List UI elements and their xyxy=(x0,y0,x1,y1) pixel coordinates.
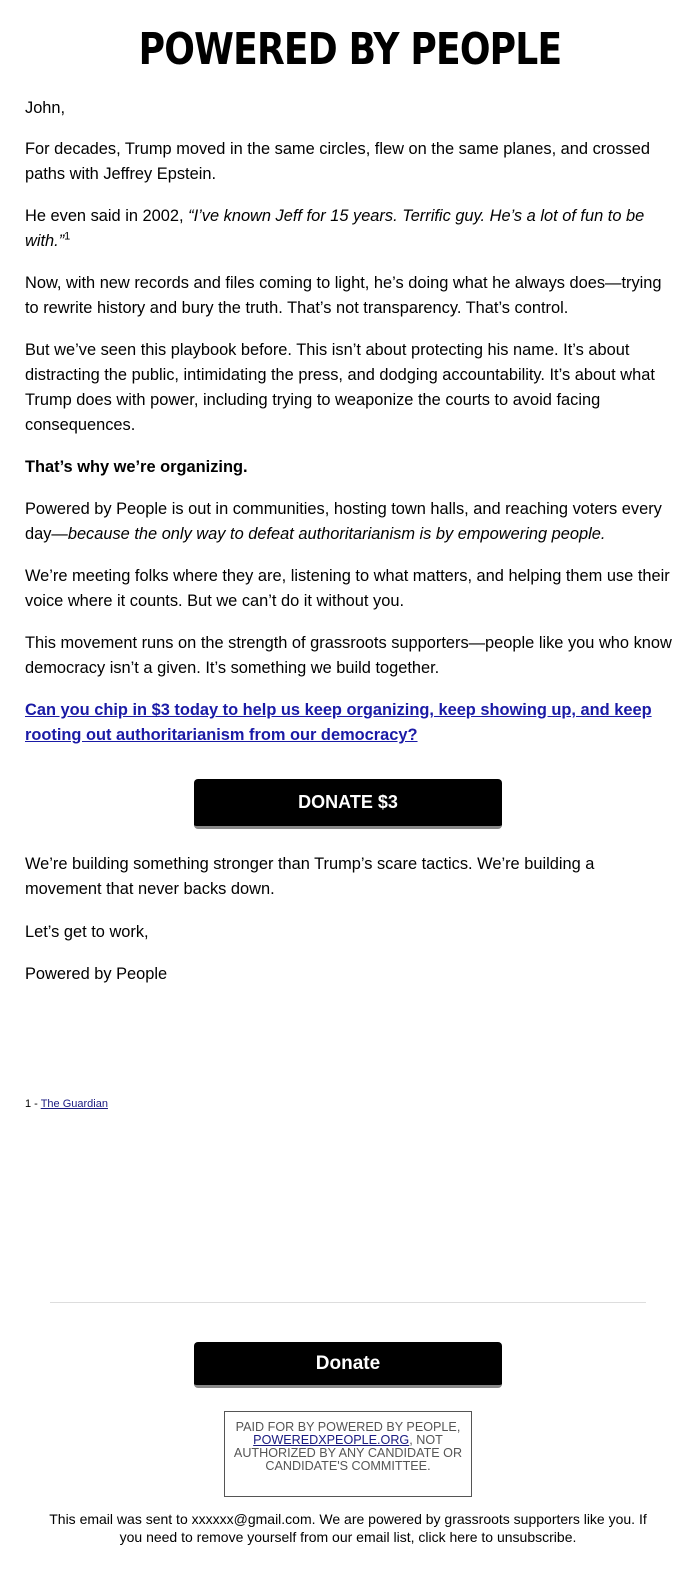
footnote xyxy=(25,1097,108,1111)
paid-for-tail: , NOT AUTHORIZED BY ANY CANDIDATE OR CANDIDATE'S COMMITTEE. xyxy=(233,1433,463,1473)
guardian-link[interactable]: The Guardian xyxy=(40,1098,108,1110)
footnote-prefix: 1 - xyxy=(25,1098,41,1110)
donate-button[interactable]: Donate xyxy=(194,1342,502,1388)
communities-italic: because the only way to defeat authoritarianism is by empowering people. xyxy=(67,525,606,543)
paragraph-decades: For decades, Trump moved in the same circles, flew on the same planes, and crossed paths with Jeffrey Epstein. xyxy=(25,140,650,183)
communities-lead: Powered by People is out in communities, hosting town halls, and reaching voters every day— xyxy=(25,500,662,543)
email-body xyxy=(25,96,675,748)
quote-lead: He even said in 2002, xyxy=(25,207,189,225)
unsubscribe-notice[interactable]: This email was sent to xxxxxx@gmail.com. We are powered by grassroots supporters like you. If you need to remove yourself from our email list, click here to unsubscribe. xyxy=(49,1511,647,1545)
paid-for-lead: PAID FOR BY POWERED BY PEOPLE, xyxy=(235,1420,461,1434)
brand-logo: POWERED BY PEOPLE xyxy=(138,24,562,75)
website-link[interactable]: POWEREDXPEOPLE.ORG xyxy=(253,1433,410,1447)
paragraph-stronger: We’re building something stronger than Trump’s scare tactics. We’re building a movement that never backs down. xyxy=(25,855,595,898)
footer-divider xyxy=(50,1302,646,1303)
paragraph-meeting-folks: We’re meeting folks where they are, listening to what matters, and helping them use their voice where it counts. But we can’t do it without you. xyxy=(25,567,670,610)
paragraph-get-to-work: Let’s get to work, xyxy=(25,923,149,941)
paragraph-rewrite-history: Now, with new records and files coming to light, he’s doing what he always does—trying to rewrite history and bury the truth. That’s not transparency. That’s control. xyxy=(25,274,662,317)
epstein-quote: “I’ve known Jeff for 15 years. Terrific guy. He’s a lot of fun to be with.” xyxy=(25,207,645,250)
signature: Powered by People xyxy=(25,965,168,983)
footnote-marker: 1 xyxy=(64,230,71,243)
paragraph-quote xyxy=(25,204,675,254)
paragraph-organizing: That’s why we’re organizing. xyxy=(25,458,248,476)
greeting: John, xyxy=(25,99,66,117)
chip-in-link[interactable]: Can you chip in $3 today to help us keep organizing, keep showing up, and keep rooting out authoritarianism from our democracy? xyxy=(25,701,652,744)
paragraph-playbook: But we’ve seen this playbook before. This isn’t about protecting his name. It’s about distracting the public, intimidating the press, and dodging accountability. It’s about what Trump does with power, including trying to weaponize the courts to avoid facing consequences. xyxy=(25,341,655,434)
paragraph-grassroots: This movement runs on the strength of grassroots supporters—people like you who know democracy isn’t a given. It’s something we build together. xyxy=(25,634,672,677)
paragraph-communities xyxy=(25,497,675,547)
donate-3-button[interactable]: DONATE $3 xyxy=(194,779,502,829)
paid-for-disclaimer xyxy=(224,1411,472,1497)
